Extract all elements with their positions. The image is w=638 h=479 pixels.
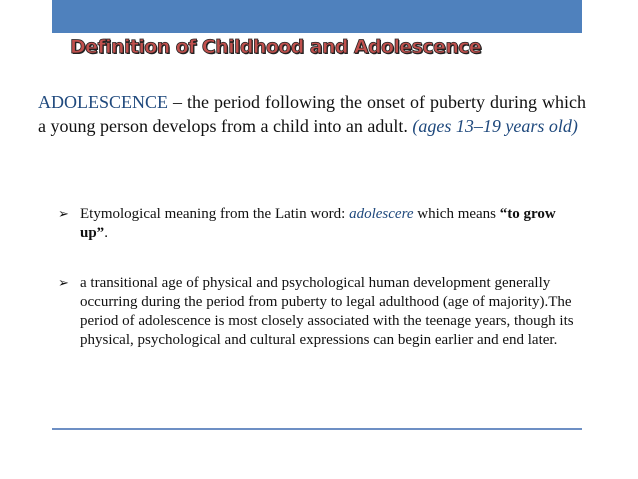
etymology-meaning: “to grow up” xyxy=(80,206,556,241)
bullet-transitional-text: a transitional age of physical and psychological human development generally occurring during the period from puberty to legal adulthood (age of majority).The period of adolescence is most closely associated with the teenage years, though its physical, psychological and cultural expressions can begin earlier and end later. xyxy=(80,275,574,348)
etymology-prefix: Etymological meaning from the Latin word: xyxy=(80,206,350,222)
header-bar xyxy=(52,0,582,33)
bullet-transitional-age xyxy=(58,274,582,350)
arrow-bullet-icon: ➢ xyxy=(58,276,69,291)
bottom-divider xyxy=(52,428,582,430)
latin-word: adolescere xyxy=(349,206,414,222)
term-adolescence: ADOLESCENCE xyxy=(38,92,168,112)
arrow-bullet-icon: ➢ xyxy=(58,207,69,222)
bullet-etymology xyxy=(58,205,582,243)
etymology-middle: which means xyxy=(413,206,500,222)
intro-paragraph xyxy=(38,90,586,138)
definition-text: – the period following the onset of puberty during which a young person develops from a child into an adult. xyxy=(38,92,586,136)
bullet-etymology-text xyxy=(80,205,582,243)
slide-title: Definition of Childhood and Adolescence xyxy=(70,36,482,58)
etymology-suffix: . xyxy=(104,225,108,241)
age-range: (ages 13–19 years old) xyxy=(407,116,578,136)
